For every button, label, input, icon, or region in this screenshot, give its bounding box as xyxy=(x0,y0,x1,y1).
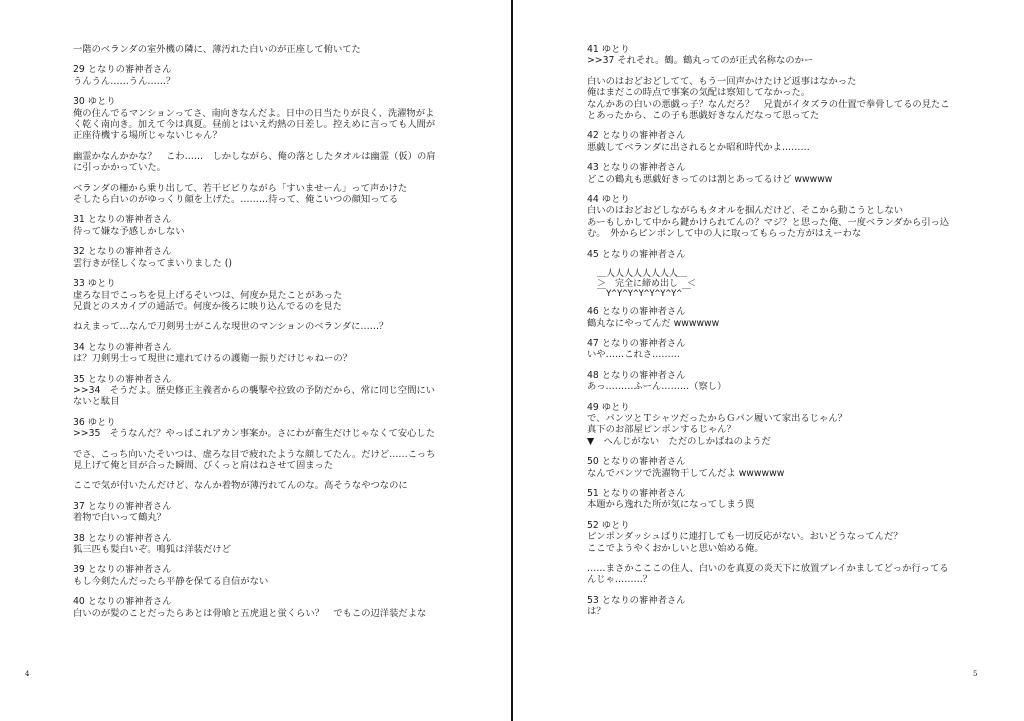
paragraph: 30 ゆとり 俺の住んでるマンションってさ、南向きなんだよ。日中の日当たりが良く、洗濯物がよく乾く南向き。加えて今は真夏。昼前とはいえ灼熱の日差し。控えめに言っても人間が正座待機する場所じゃないじゃん？ xyxy=(73,96,436,142)
paragraph: でさ、こっち向いたそいつは、虚ろな目で疲れたような顔してたん。だけど……こっち見上げて俺と目が合った瞬間、びくっと肩はねさせて固まった xyxy=(73,448,436,471)
paragraph: 53 となりの審神者さん は？ xyxy=(587,594,686,618)
paragraph: 39 となりの審神者さん もし今剣たんだったら平静を保てる自信がない xyxy=(73,564,269,587)
paragraph: 35 となりの審神者さん >>34 そうだよ。歴史修正主義者からの襲撃や拉致の予防だから、常に同じ空間にいないと駄目 xyxy=(73,373,436,408)
paragraph: 31 となりの審神者さん 待って嫌な予感しかしない xyxy=(73,214,185,237)
paragraph: 46 となりの審神者さん 鶴丸なにやってんだ wwwwww xyxy=(587,306,720,329)
paragraph: 36 ゆとり >>35 そうなんだ？やっぱこれアカン事案か。さにわが畜生だけじゃなくて安心した xyxy=(73,416,436,440)
paragraph: 37 となりの審神者さん 着物で白いって鶴丸？ xyxy=(73,500,172,524)
paragraph: ベランダの柵から乗り出して、若干ビビりながら「すいませーん」って声かけた そしたら白いのがゆっくり顔を上げた。………待って、俺こいつの顔知ってる xyxy=(73,182,408,206)
paragraph: 45 となりの審神者さん xyxy=(587,248,686,260)
paragraph: 48 となりの審神者さん あっ………ふーん………（察し） xyxy=(587,369,727,393)
paragraph: 一階のベランダの室外機の隣に、薄汚れた白いのが正座して俯いてた xyxy=(73,44,361,55)
right-page xyxy=(513,0,1024,721)
paragraph: 51 となりの審神者さん 本題から逸れた所が気になってしまう罠 xyxy=(587,487,755,511)
paragraph: 33 ゆとり 虚ろな目でこっちを見上げるそいつは、何度か見たことがあった 兄貴とのスカイプの通話で。何度か後ろに映り込んでるのを見た xyxy=(73,278,343,312)
paragraph: 34 となりの審神者さん は？刀剣男士って現世に連れてけるの護衛一振りだけじゃねーの？ xyxy=(73,341,352,365)
paragraph: ねえまって…なんで刀剣男士がこんな現世のマンションのベランダに……？ xyxy=(73,321,389,333)
paragraph: 42 となりの審神者さん 悪戯してベランダに出されるとか昭和時代かよ……… xyxy=(587,130,810,153)
paragraph: ……まさかこここの住人、白いのを真夏の炎天下に放置プレイかましてどっか行ってるんじゃ………？ xyxy=(587,563,949,586)
paragraph: ここで気が付いたんだけど、なんか着物が薄汚れてんのな。高そうなやつなのに xyxy=(73,480,408,492)
left-page-text xyxy=(73,44,441,628)
paragraph: 32 となりの審神者さん 雲行きが怪しくなってまいりました () xyxy=(73,246,232,269)
paragraph: 50 となりの審神者さん なんでパンツで洗濯物干してんだよ wwwwww xyxy=(587,456,785,479)
paragraph: 38 となりの審神者さん 狐三匹も髪白いぞ。鳴狐は洋装だけど xyxy=(73,532,231,555)
paragraph: 40 となりの審神者さん 白いのが髪のことだったらあとは骨喰と五虎退と蛍くらい？ でもこの辺洋装だよな xyxy=(73,596,427,619)
paragraph: 43 となりの審神者さん どこの鶴丸も悪戯好きってのは割とあってるけど wwwww xyxy=(587,162,833,185)
right-page-text xyxy=(587,44,957,627)
paragraph: 44 ゆとり 白いのはおどおどしながらもタオルを掴んだけど、そこから動こうとしない あーもしかして中から鍵かけられてんの？マジ？と思った俺、一度ベランダから引っ込む。 外からピンポンして中の人に取ってもらった方がはえーわな xyxy=(587,194,950,240)
paragraph: 47 となりの審神者さん いや……これさ……… xyxy=(587,337,686,361)
paragraph: 52 ゆとり ピンポンダッシュばりに連打しても一切反応がない。おいどうなってんだ？ ここでようやくおかしいと思い始める俺。 xyxy=(587,519,903,554)
paragraph: 幽霊かなんかかな？ こわ…… しかしながら、俺の落としたタオルは幽霊（仮）の肩に引っかかっていた。 xyxy=(73,150,436,174)
left-page xyxy=(0,0,511,721)
ascii-art-banner: ＿人人人人人人人人＿ ＞ 完全に締め出し ＜ ￣Y^Y^Y^Y^Y^Y^Y^￣ xyxy=(597,269,697,300)
paragraph: 49 ゆとり で、パンツとＴシャツだったからＧパン履いて家出るじゃん？ 真下のお部屋ピンポンするじゃん？ ▼ へんじがない ただのしかばねのようだ xyxy=(587,401,847,447)
right-page-number: 5 xyxy=(973,670,978,678)
left-page-number: 4 xyxy=(25,670,30,678)
paragraph: 白いのはおどおどしてて、もう一回声かけたけど返事はなかった 俺はまだこの時点で事案の気配は察知してなかった。 なんかあの白いの悪戯っ子？なんだろ？ 兄貴がイタズラの仕置で拳骨してるの見たことあったから、この子も悪戯好きなんだなって思ってた xyxy=(587,75,950,122)
paragraph: 29 となりの審神者さん うんうん……うん……？ xyxy=(73,64,176,87)
paragraph: 41 ゆとり >>37 それそれ。鶴。鶴丸ってのが正式名称なのかー xyxy=(587,44,814,67)
